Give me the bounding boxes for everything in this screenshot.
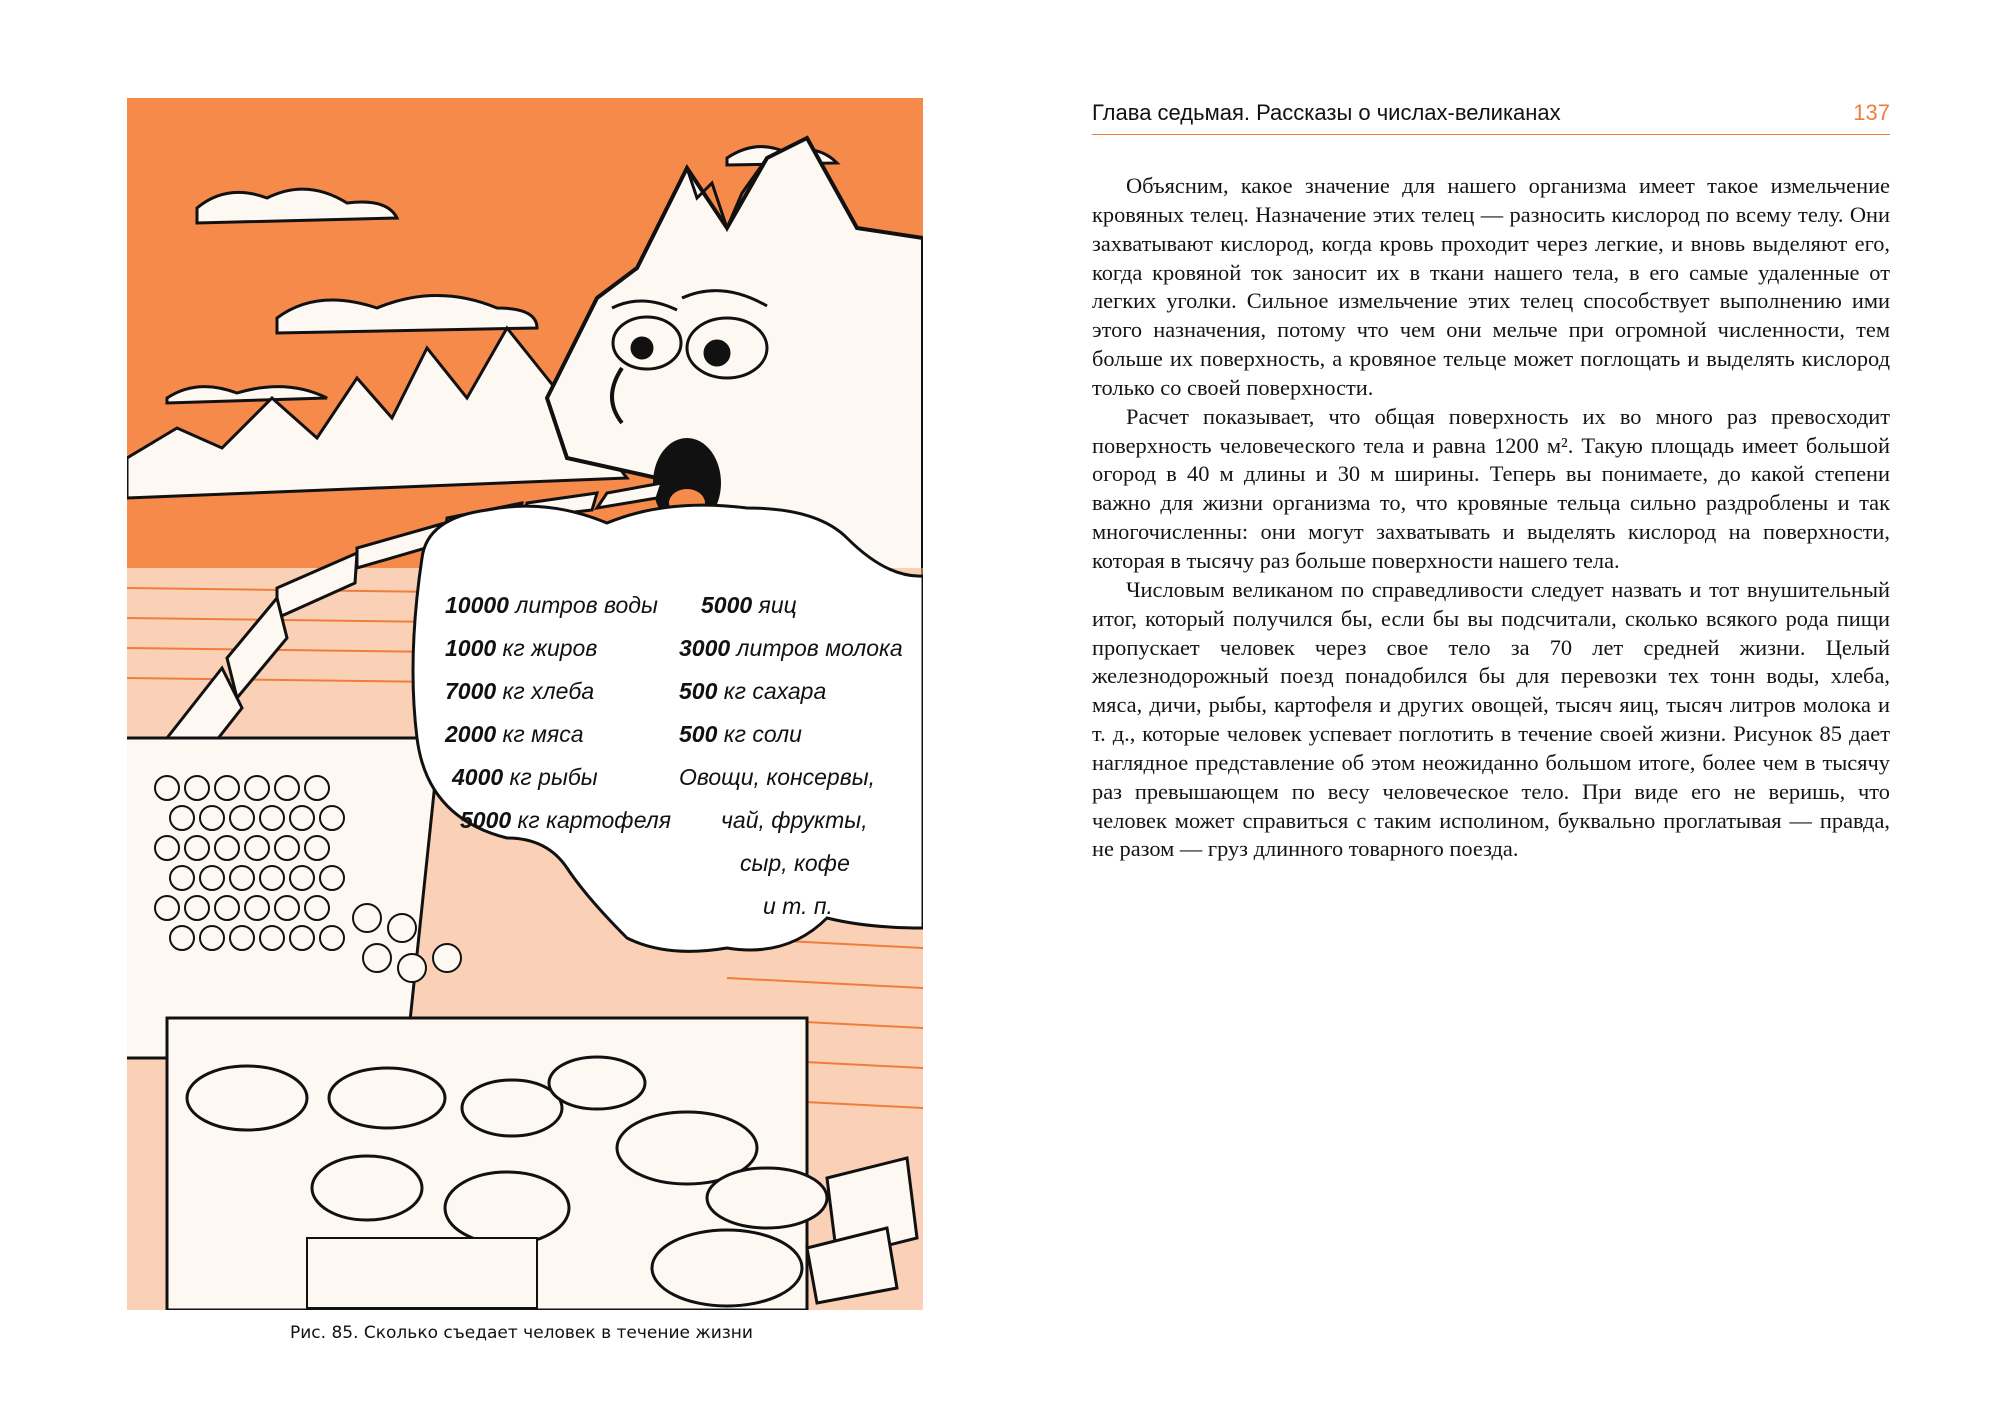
food-item-etc: и т. п. [763, 893, 833, 919]
chapter-title: Глава седьмая. Рассказы о числах-великанах [1092, 100, 1561, 125]
food-item-sugar: 500 кг сахара [679, 678, 827, 704]
food-list [127, 98, 923, 1310]
paragraph: Числовым великаном по справедливости следует назвать и тот внушительный итог, который получился бы, если бы вы подсчитали, сколько всякого рода пищи пропускает человек через свое тело за 70 лет средней жизни. Целый железнодорожный поезд понадобился бы для перевозки тех тонн воды, хлеба, мяса, дичи, рыбы, картофеля и других овощей, тысяч яиц, тысяч литров молока и т. д., которые человек успевает поглотить в течение своей жизни. Рисунок 85 дает наглядное представление об этом неожиданно большом итоге, более чем в тысячу раз превышающем по весу человеческое тело. При виде его не веришь, что человек может справиться с таким исполином, буквально проглатывая — правда, не разом — груз длинного товарного поезда. [1092, 576, 1890, 862]
illustration-figure-85 [127, 98, 923, 1310]
food-item-eggs: 5000 яиц [701, 592, 797, 618]
figure-caption: Рис. 85. Сколько съедает человек в течение жизни [290, 1323, 753, 1343]
food-item-milk: 3000 литров молока [679, 635, 903, 661]
paragraph: Расчет показывает, что общая поверхность их во много раз превосходит поверхность человеческого тела и равна 1200 м². Такую площадь имеет большой огород в 40 м длины и 30 м ширины. Теперь вы понимаете, до какой степени важно для жизни организма то, что кровяные тельца сильно раздроблены и так многочисленны: они могут захватывать и выделять кислород на поверхности, которая в тысячу раз больше поверхности нашего тела. [1092, 403, 1890, 573]
food-item-cheese-coffee: сыр, кофе [740, 850, 850, 876]
paragraph: Объясним, какое значение для нашего организма имеет такое измельчение кровяных телец. Назначение этих телец — разносить кислород по всему телу. Они захватывают кислород, когда кровь проходит через легкие, и вновь выделяют его, когда кровяной ток заносит их в ткани нашего тела, в его самые удаленные от легких уголки. Сильное измельчение этих телец способствует выполнению ими этого назначения, потому что чем они мельче при огромной численности, тем больше их поверхность, а кровяное тельце может поглощать и выделять кислород только со своей поверхности. [1092, 173, 1890, 400]
food-item-vegetables: Овощи, консервы, [679, 764, 876, 790]
food-item-fish: 4000 кг рыбы [452, 764, 598, 790]
food-item-salt: 500 кг соли [679, 721, 802, 747]
food-item-meat: 2000 кг мяса [445, 721, 584, 747]
food-item-bread: 7000 кг хлеба [445, 678, 595, 704]
food-item-fats: 1000 кг жиров [445, 635, 598, 661]
page-number: 137 [1853, 100, 1890, 125]
food-item-potatoes: 5000 кг картофеля [460, 807, 672, 833]
body-text [1092, 172, 1890, 864]
running-header [1092, 100, 1890, 135]
food-item-water: 10000 литров воды [445, 592, 658, 618]
food-item-tea-fruit: чай, фрукты, [721, 807, 868, 833]
